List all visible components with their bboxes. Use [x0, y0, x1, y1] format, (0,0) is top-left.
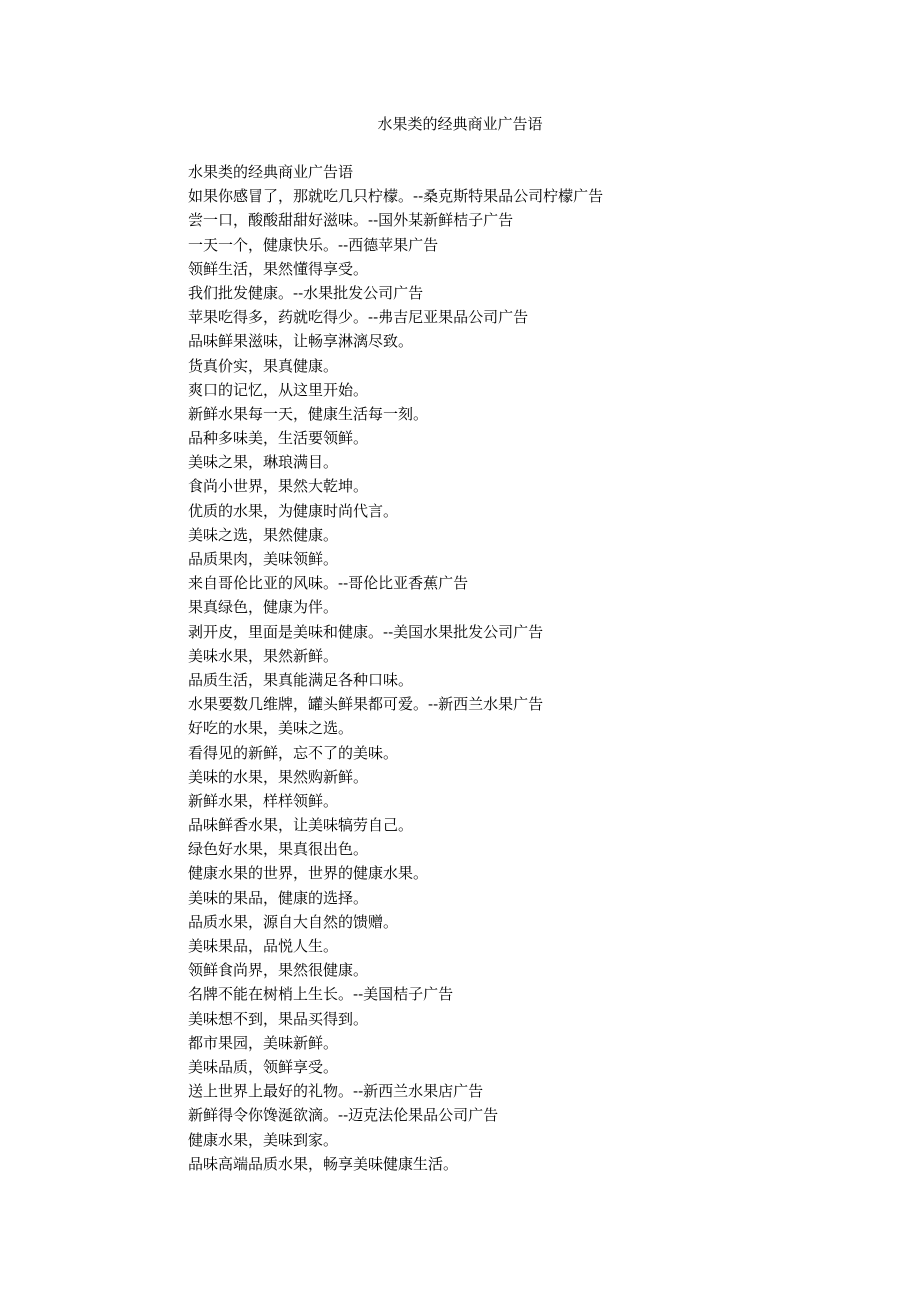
document-title: 水果类的经典商业广告语	[377, 115, 543, 133]
slogan-line: 品种多味美，生活要领鲜。	[188, 429, 369, 448]
slogan-line: 领鲜生活，果然懂得享受。	[188, 259, 369, 278]
slogan-line: 美味之果，琳琅满目。	[188, 453, 339, 472]
slogan-line: 美味的水果，果然购新鲜。	[188, 767, 369, 786]
slogan-line: 美味之选，果然健康。	[188, 525, 339, 544]
slogan-line: 看得见的新鲜，忘不了的美味。	[188, 743, 399, 762]
slogan-line: 品质水果，源自大自然的馈赠。	[188, 912, 399, 931]
slogan-line: 新鲜水果每一天，健康生活每一刻。	[188, 404, 429, 423]
section-heading: 水果类的经典商业广告语	[188, 163, 354, 181]
slogan-line: 品质生活，果真能满足各种口味。	[188, 670, 414, 689]
slogan-line: 品质果肉，美味领鲜。	[188, 550, 339, 568]
slogan-line: 新鲜得令你馋涎欲滴。--迈克法伦果品公司广告	[188, 1106, 499, 1125]
slogan-line: 爽口的记忆，从这里开始。	[188, 380, 369, 399]
slogan-line: 绿色好水果，果真很出色。	[188, 840, 369, 859]
slogan-line: 来自哥伦比亚的风味。--哥伦比亚香蕉广告	[188, 574, 469, 593]
slogan-line: 领鲜食尚界，果然很健康。	[188, 961, 369, 980]
slogan-line: 美味水果，果然新鲜。	[188, 646, 339, 665]
slogan-line: 一天一个，健康快乐。--西德苹果广告	[188, 235, 439, 254]
slogan-line: 美味果品，品悦人生。	[188, 937, 339, 955]
slogan-line: 都市果园，美味新鲜。	[188, 1033, 339, 1052]
slogan-line: 尝一口，酸酸甜甜好滋味。--国外某新鲜桔子广告	[188, 211, 514, 230]
slogan-line: 剥开皮，里面是美味和健康。--美国水果批发公司广告	[188, 622, 544, 641]
slogan-line: 品味高端品质水果，畅享美味健康生活。	[188, 1154, 459, 1173]
slogan-line: 品味鲜果滋味，让畅享淋漓尽致。	[188, 332, 414, 351]
slogan-line: 好吃的水果，美味之选。	[188, 719, 354, 738]
slogan-line: 食尚小世界，果然大乾坤。	[188, 477, 369, 496]
slogan-line: 我们批发健康。--水果批发公司广告	[188, 283, 424, 302]
slogan-line: 果真绿色，健康为伴。	[188, 598, 339, 617]
slogan-list	[188, 160, 603, 1176]
slogan-line: 优质的水果，为健康时尚代言。	[188, 501, 399, 520]
slogan-line: 美味品质，领鲜享受。	[188, 1057, 339, 1076]
slogan-line: 美味的果品，健康的选择。	[188, 888, 369, 907]
slogan-line: 美味想不到，果品买得到。	[188, 1009, 369, 1028]
slogan-line: 水果要数几维牌，罐头鲜果都可爱。--新西兰水果广告	[188, 695, 544, 714]
slogan-line: 名牌不能在树梢上生长。--美国桔子广告	[188, 985, 454, 1004]
slogan-line: 健康水果，美味到家。	[188, 1130, 339, 1149]
slogan-line: 品味鲜香水果，让美味犒劳自己。	[188, 816, 414, 835]
slogan-line: 送上世界上最好的礼物。--新西兰水果店广告	[188, 1082, 484, 1101]
slogan-line: 新鲜水果，样样领鲜。	[188, 791, 339, 810]
slogan-line: 货真价实，果真健康。	[188, 356, 339, 375]
slogan-line: 如果你感冒了，那就吃几只柠檬。--桑克斯特果品公司柠檬广告	[188, 187, 604, 206]
slogan-line: 健康水果的世界，世界的健康水果。	[188, 864, 429, 883]
slogan-line: 苹果吃得多，药就吃得少。--弗吉尼亚果品公司广告	[188, 308, 529, 327]
